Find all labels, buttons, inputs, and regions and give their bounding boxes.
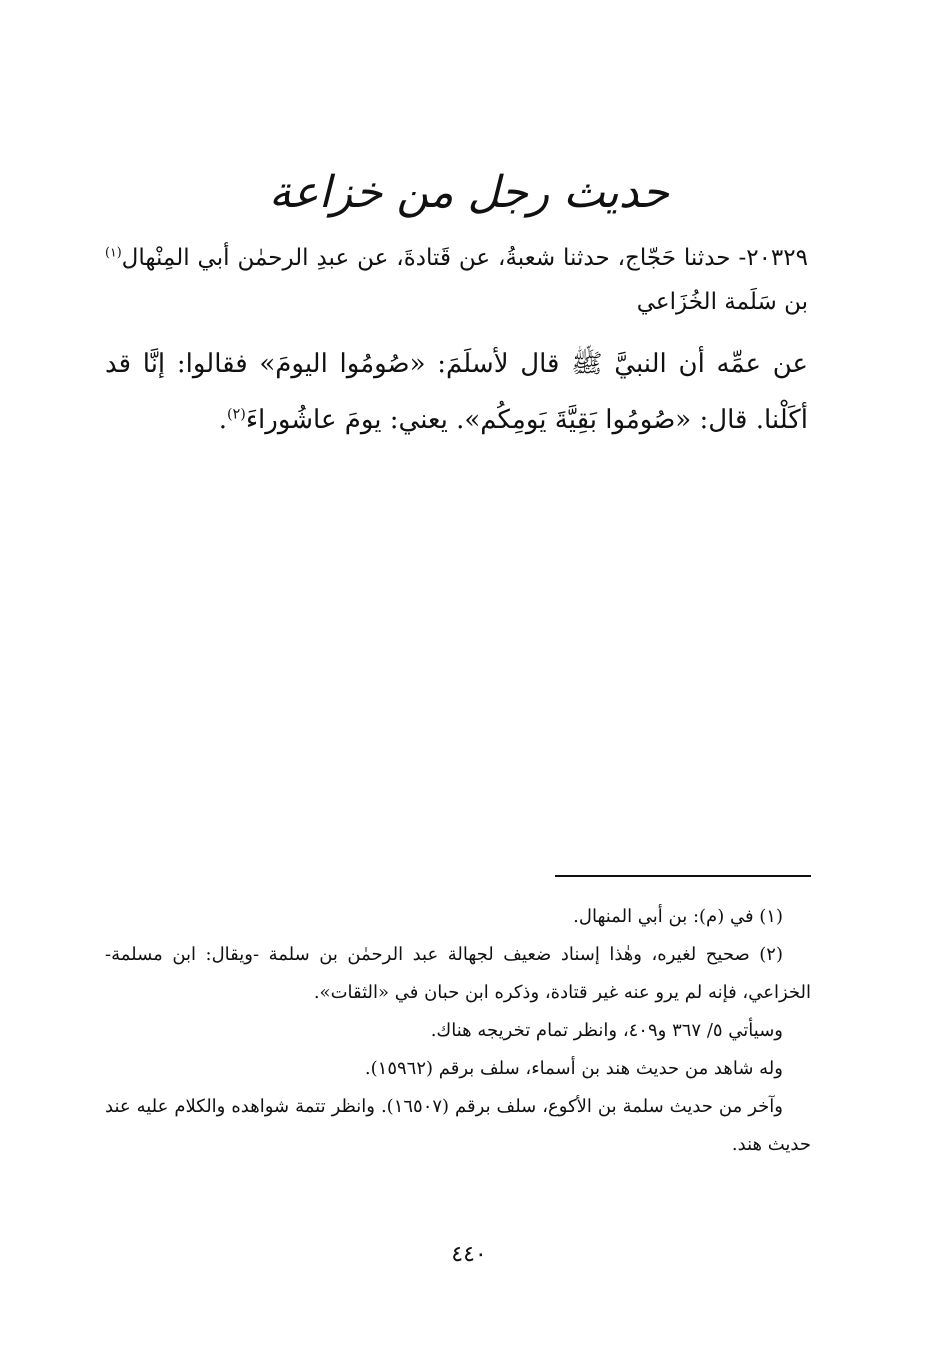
hadith-matn (105, 336, 808, 448)
footnote-2-witness-1: وله شاهد من حديث هند بن أسماء، سلف برقم (١٥٩٦٢). (364, 1058, 783, 1079)
page-number: ٤٤٠ (451, 1242, 487, 1267)
footnote-2-witness-2: وآخر من حديث سلمة بن الأكوع، سلف برقم (١٦٥٠٧). وانظر تتمة شواهده والكلام عليه عند حديث هند. (105, 1096, 811, 1155)
footnotes (105, 898, 811, 1164)
matn-end: . (218, 405, 227, 435)
footnote-2-cross-ref: وسيأتي ٥/ ٣٦٧ و٤٠٩، وانظر تمام تخريجه هناك. (430, 1020, 783, 1041)
isnad-tail: بن سَلَمة الخُزَاعي (636, 289, 808, 315)
hadith-isnad (105, 236, 808, 324)
footnote-divider (555, 875, 811, 877)
footnote-ref-2: (٢) (226, 406, 246, 423)
footnote-ref-1: (١) (105, 244, 122, 260)
isnad-text: ٢٠٣٢٩- حدثنا حَجّاج، حدثنا شعبةُ، عن قَتادةَ، عن عبدِ الرحمٰن أبي المِنْهال (121, 245, 808, 271)
footnote-1: (١) في (م): بن أبي المنهال. (573, 906, 783, 927)
footnote-2: (٢) صحيح لغيره، وهٰذا إسناد ضعيف لجهالة عبد الرحمٰن بن سلمة -ويقال: ابن مسلمة- الخزاعي، فإنه لم يرو عنه غير قتادة، وذكره ابن حبان في «الثقات». (105, 944, 811, 1003)
page-title: حديث رجل من خزاعة (268, 167, 670, 218)
matn-text: عن عمِّه أن النبيَّ ﷺ قال لأسلَمَ: «صُومُوا اليومَ» فقالوا: إنَّا قد أكَلْنا. قال: «صُومُوا بَقِيَّةَ يَومِكُم». يعني: يومَ عاشُوراءَ (105, 349, 808, 435)
